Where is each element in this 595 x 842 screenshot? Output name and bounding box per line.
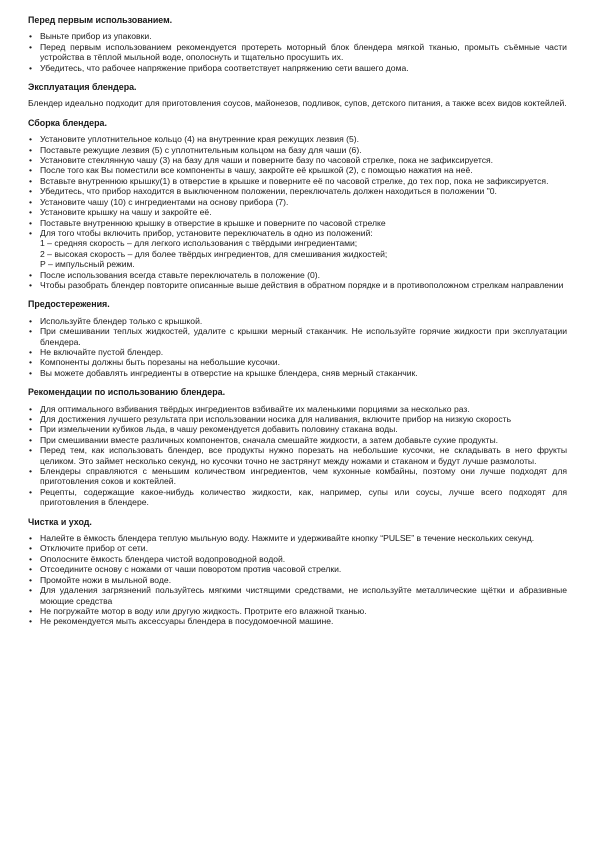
bullet-list — [28, 31, 567, 73]
bullet-marker: • — [29, 207, 33, 218]
bullet-marker: • — [29, 134, 33, 145]
section-recommendations — [28, 387, 567, 507]
bullet-marker: • — [29, 533, 33, 544]
list-item: • Для удаления загрязнений пользуйтесь мягкими чистящими средствами, не используйте металлические щётки и абразивные моющие средства — [29, 585, 567, 606]
section-heading: Сборка блендера. — [28, 117, 107, 128]
bullet-marker: • — [29, 217, 33, 228]
section-heading: Перед первым использованием. — [28, 15, 173, 25]
bullet-marker: • — [29, 315, 33, 326]
bullet-marker: • — [29, 424, 33, 435]
bullet-marker: • — [29, 41, 33, 52]
list-item: • Убедитесь, что рабочее напряжение прибора соответствует напряжению сети вашего дома. — [29, 62, 409, 73]
section-assembly — [28, 118, 567, 291]
list-item: • Отсоедините основу с ножами от чаши поворотом против часовой стрелки. — [29, 564, 342, 575]
list-item: • Перед тем, как использовать блендер, все продукты нужно порезать на небольшие кусочки, не складывать в него фрукты целиком. Это займет несколько секунд, но кусочки точно не застрянут между ножами и стаканом и будут лучше размолоты. — [29, 445, 567, 466]
list-item: • Для оптимального взбивания твёрдых ингредиентов взбивайте их маленькими порциями за несколько раз. — [29, 403, 470, 414]
list-item: • Отключите прибор от сети. — [29, 543, 148, 554]
list-item: • При измельчении кубиков льда, в чашу рекомендуется добавить половину стакана воды. — [29, 424, 398, 435]
bullet-list — [28, 533, 567, 627]
section-first-use — [28, 15, 567, 73]
list-item: • Вы можете добавлять ингредиенты в отверстие на крышке блендера, сняв мерный стаканчик. — [29, 367, 418, 378]
list-item: • Используйте блендер только с крышкой. — [29, 315, 203, 326]
bullet-marker: • — [29, 585, 33, 596]
bullet-marker: • — [29, 486, 33, 497]
section-warnings — [28, 299, 567, 378]
section-heading: Предостережения. — [28, 299, 110, 310]
list-item: • Вставьте внутреннюю крышку(1) в отверстие в крышке и поверните её по часовой стрелке, до тех пор, пока не зафиксируется. — [29, 175, 549, 186]
bullet-marker: • — [29, 434, 33, 445]
bullet-marker: • — [29, 269, 33, 280]
list-item: • Для того чтобы включить прибор, установите переключатель в одно из положений: 1 – средняя скорость – для легкого использования с твёрдыми ингредиентами; 2 – высокая скорость – для более твёрдых ингредиентов, для смешивания жидкостей; P – импульсный режим. — [28, 228, 567, 270]
list-item: • Установите крышку на чашу и закройте её. — [29, 207, 212, 218]
bullet-marker: • — [29, 144, 33, 155]
list-item: • После того как Вы поместили все компоненты в чашу, закройте её крышкой (2), с помощью нажатия на неё. — [29, 165, 473, 176]
list-item: • Чтобы разобрать блендер повторите описанные выше действия в обратном порядке и в противоположном стрелкам направлении — [29, 279, 564, 290]
bullet-marker: • — [29, 466, 33, 477]
bullet-list — [28, 404, 567, 508]
bullet-marker: • — [29, 616, 33, 627]
list-item: • Установите стеклянную чашу (3) на базу для чаши и поверните базу по часовой стрелке, пока не зафиксируется. — [29, 155, 494, 166]
list-item: • Выньте прибор из упаковки. — [29, 31, 152, 42]
bullet-list — [28, 316, 567, 378]
bullet-marker: • — [29, 564, 33, 575]
section-operation — [28, 82, 567, 109]
bullet-list — [28, 134, 567, 290]
list-item: • Установите чашу (10) с ингредиентами на основу прибора (7). — [29, 196, 289, 207]
list-item: • Поставьте внутреннюю крышку в отверстие в крышке и поверните по часовой стрелке — [29, 217, 386, 228]
section-cleaning — [28, 517, 567, 627]
list-item: • При смешивании теплых жидкостей, удалите с крышки мерный стаканчик. Не используйте горячие жидкости при эксплуатации блендера. — [29, 326, 567, 347]
bullet-marker: • — [29, 414, 33, 424]
list-item: • Компоненты должны быть порезаны на небольшие кусочки. — [29, 357, 280, 368]
bullet-marker: • — [29, 175, 33, 186]
bullet-marker: • — [29, 346, 33, 357]
bullet-marker: • — [29, 367, 33, 378]
bullet-marker: • — [29, 279, 33, 290]
list-item: • При смешивании вместе различных компонентов, сначала смешайте жидкости, а затем добавьте сухие продукты. — [29, 434, 499, 445]
speed-option: 1 – средняя скорость – для легкого использования с твёрдыми ингредиентами; — [40, 238, 358, 249]
bullet-marker: • — [29, 155, 33, 166]
bullet-marker: • — [29, 165, 33, 176]
list-item: • Налейте в ёмкость блендера теплую мыльную воду. Нажмите и удерживайте кнопку “PULSE” в течение нескольких секунд. — [29, 533, 535, 544]
bullet-marker: • — [29, 553, 33, 564]
section-heading: Рекомендации по использованию блендера. — [28, 387, 226, 398]
section-paragraph: Блендер идеально подходит для приготовления соусов, майонезов, подливок, супов, детского питания, а также всех видов коктейлей. — [28, 98, 567, 109]
list-item: • Убедитесь, что прибор находится в выключенном положении, переключатель должен находиться в положении "0. — [29, 186, 497, 197]
list-item: • Промойте ножи в мыльной воде. — [29, 574, 172, 585]
list-item: • Не включайте пустой блендер. — [29, 346, 164, 357]
bullet-marker: • — [29, 186, 33, 197]
list-item: • После использования всегда ставьте переключатель в положение (0). — [29, 269, 321, 280]
section-heading: Чистка и уход. — [28, 516, 92, 527]
speed-option: 2 – высокая скорость – для более твёрдых ингредиентов, для смешивания жидкостей; — [40, 248, 388, 259]
list-item: • Не погружайте мотор в воду или другую жидкость. Протрите его влажной тканью. — [29, 605, 367, 616]
speed-option: P – импульсный режим. — [40, 259, 135, 270]
bullet-marker: • — [29, 227, 33, 238]
section-heading: Эксплуатация блендера. — [28, 82, 137, 93]
bullet-marker: • — [29, 196, 33, 207]
bullet-marker: • — [29, 605, 33, 616]
bullet-marker: • — [29, 574, 33, 585]
bullet-marker: • — [29, 31, 33, 42]
bullet-marker: • — [29, 326, 33, 337]
bullet-marker: • — [29, 357, 33, 368]
list-item: • Для достижения лучшего результата при использовании носика для наливания, включите прибор на низкую скорость — [29, 414, 512, 424]
list-item: • Не рекомендуется мыть аксессуары блендера в посудомоечной машине. — [29, 616, 334, 627]
list-item: • Рецепты, содержащие какое-нибудь количество жидкости, как, например, супы или соусы, лучше всего подходят для приготовления в блендере. — [29, 486, 567, 508]
list-item: • Перед первым использованием рекомендуется протереть моторный блок блендера мягкой тканью, промыть съёмные части устройства в тёплой мыльной воде, ополоснуть и тщательно просушить их. — [29, 41, 567, 63]
bullet-marker: • — [29, 403, 33, 414]
list-item: • Установите уплотнительное кольцо (4) на внутренние края режущих лезвия (5). — [29, 134, 360, 145]
list-item: • Поставьте режущие лезвия (5) с уплотнительным кольцом на базу для чаши (6). — [29, 144, 362, 155]
bullet-marker: • — [29, 543, 33, 554]
list-item: • Блендеры справляются с меньшим количеством ингредиентов, чем кухонные комбайны, поэтому они лучше подходят для приготовления соков и коктейлей. — [29, 466, 567, 487]
bullet-marker: • — [29, 445, 33, 456]
bullet-marker: • — [29, 62, 33, 73]
list-item: • Ополосните ёмкость блендера чистой водопроводной водой. — [29, 553, 286, 564]
